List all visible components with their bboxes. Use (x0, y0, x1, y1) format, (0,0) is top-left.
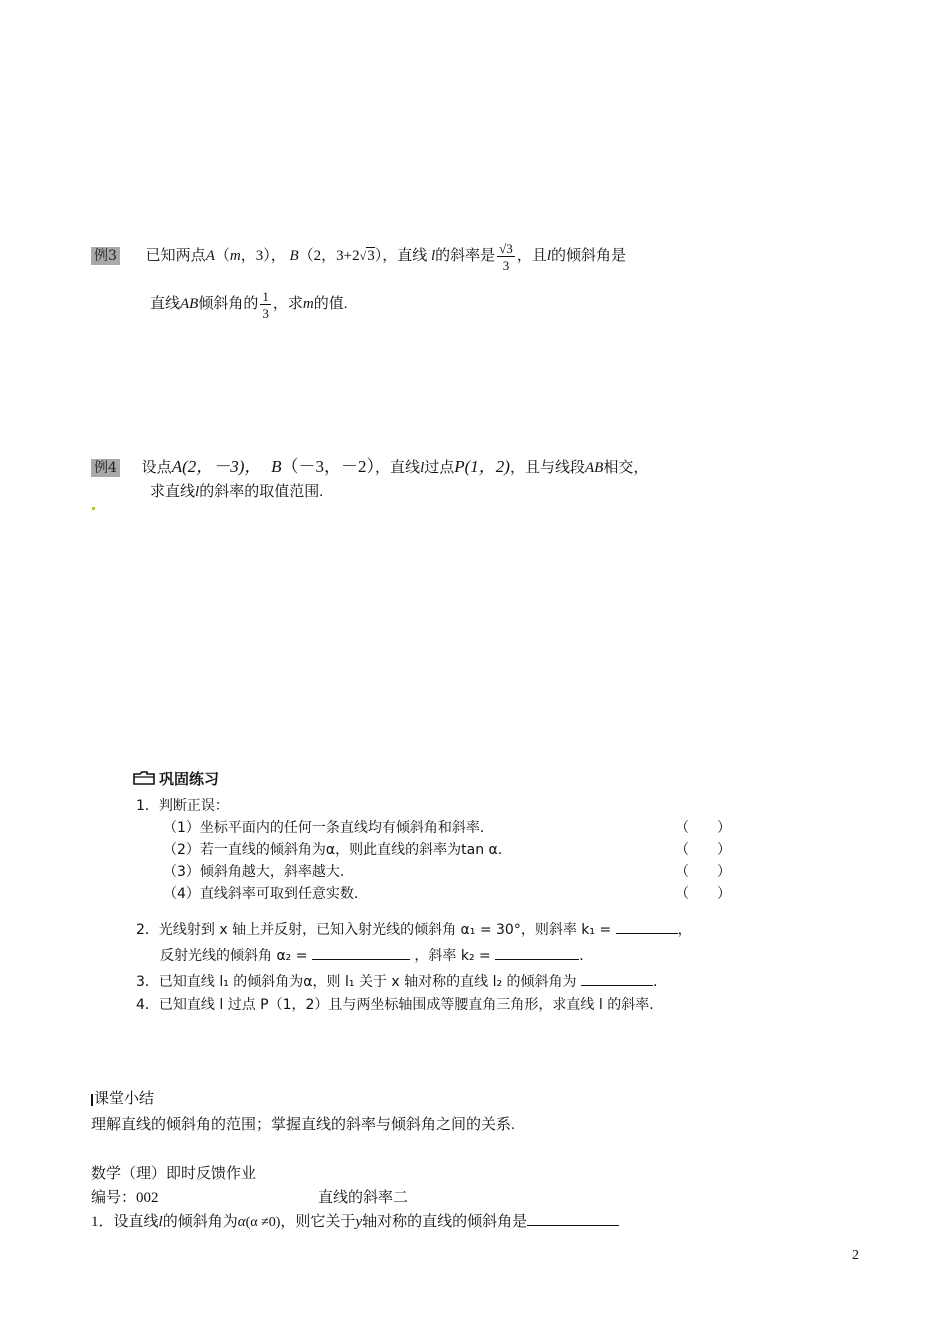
item-1-text: （1）坐标平面内的任何一条直线均有倾斜角和斜率. (163, 820, 485, 836)
ex3-a-open: （ (214, 248, 230, 264)
practice-q3 (136, 970, 657, 994)
hw-q1-blank[interactable] (527, 1225, 619, 1226)
summary-heading (91, 1088, 154, 1110)
practice-item-4 (163, 883, 743, 905)
ex4-b-args: （－3，－2） (281, 457, 376, 476)
ex3-point-a: A (205, 248, 215, 264)
homework-code: 编号：002 (91, 1190, 159, 1206)
ex4-point-p: P(1，2) (454, 457, 510, 476)
ex3-line2-a: 直线 (150, 296, 181, 312)
item-4-paren[interactable]: （ ） (675, 886, 731, 902)
summary-heading-text: 课堂小结 (94, 1091, 155, 1107)
q3-blank[interactable] (581, 985, 653, 986)
ex3-m: m (229, 248, 241, 264)
ex4-text-1: 设点 (141, 460, 172, 476)
q2-alpha2-blank[interactable] (312, 959, 410, 960)
ex3-b-close: ），直线 (374, 248, 428, 264)
example-3-tag: 例3 (91, 247, 120, 265)
item-4-text: （4）直线斜率可取到任意实数. (163, 886, 359, 902)
hw-q1-a: 1．设直线 (91, 1214, 159, 1230)
ex3-a-rest: ，3）， (240, 248, 286, 264)
ex3-line-l-2: l (546, 248, 551, 264)
homework-title: 数学（理）即时反馈作业 (91, 1166, 257, 1182)
summary-text: 理解直线的倾斜角的范围；掌握直线的斜率与倾斜角之间的关系. (91, 1117, 515, 1133)
example-4-tag: 例4 (91, 459, 120, 477)
practice-q4: 4．已知直线 l 过点 P（1，2）且与两坐标轴围成等腰直角三角形，求直线 l 的斜率. (136, 997, 654, 1013)
ex4-line-l-2: l (195, 484, 200, 500)
ex4-text-4: ，且与线段 (509, 460, 585, 476)
q3-end: . (652, 974, 658, 990)
ex3-m-2: m (302, 296, 314, 312)
ex4-line2-b: 的斜率的取值范围. (199, 484, 323, 500)
ex4-text-3: 过点 (424, 460, 455, 476)
hw-line-l: l (158, 1214, 163, 1230)
q3-text: 3．已知直线 l₁ 的倾斜角为α，则 l₁ 关于 x 轴对称的直线 l₂ 的倾斜角为 (136, 974, 577, 990)
ex3-sqrt-arg: 3 (367, 248, 375, 264)
page-number: 2 (852, 1248, 859, 1263)
ex3-point-b: B (289, 248, 299, 264)
hw-q1-d: 轴对称的直线的倾斜角是 (362, 1214, 528, 1230)
ex3-text-3: ，且 (516, 248, 547, 264)
ex3-text-1: 已知两点 (145, 248, 206, 264)
item-2-text: （2）若一直线的倾斜角为α，则此直线的斜率为tan α. (163, 842, 503, 858)
q2-k1-blank[interactable] (616, 933, 678, 934)
practice-item-3 (163, 861, 743, 883)
q2-line2-a: 反射光线的倾斜角 α₂ = (160, 948, 308, 964)
q2-k2-blank[interactable] (495, 959, 579, 960)
example-4 (91, 454, 648, 480)
ex3-line2-b: 倾斜角的 (198, 296, 259, 312)
ex4-point-b: B (271, 457, 282, 476)
stray-dot (92, 507, 95, 510)
q2-line1-text: 2．光线射到 x 轴上并反射，已知入射光线的倾斜角 α₁ = 30°，则斜率 k₁ = (136, 922, 612, 938)
q2-line1-end: ， (677, 922, 692, 938)
ex3-slope-fraction (497, 242, 515, 272)
ex3-line-l: l (430, 248, 436, 264)
item-3-paren[interactable]: （ ） (675, 864, 731, 880)
q2-line2-end: . (579, 948, 584, 964)
ex3-text-2: 的斜率是 (435, 248, 496, 264)
ex3-frac2-den: 3 (262, 305, 269, 321)
ex3-line2-c: ，求 (272, 296, 303, 312)
folder-icon (133, 769, 155, 791)
example-3: 例3 已知两点A（m，3）， B（2，3+2√3），直线 l的斜率是 $\frac{√3}{3}$ ，且l的倾斜角是 (91, 238, 626, 274)
homework-topic: 直线的斜率二 (318, 1190, 409, 1206)
hw-alpha: α (237, 1214, 246, 1230)
summary-marker (91, 1094, 93, 1106)
example-3-line-2 (150, 284, 347, 324)
ex4-line-l: l (420, 460, 425, 476)
ex3-frac-den: 3 (502, 257, 510, 273)
practice-title (133, 768, 219, 790)
example-4-line-2 (150, 481, 323, 503)
practice-item-2 (163, 839, 743, 861)
ex4-point-a: A(2，－3)， (171, 457, 262, 476)
ex3-text-4: 的倾斜角是 (551, 248, 627, 264)
ex3-line2-d: 的值. (313, 296, 348, 312)
practice-item-1 (163, 817, 743, 839)
ex3-frac2-num: 1 (262, 288, 269, 304)
hw-q1-c: ，则它关于 (280, 1214, 356, 1230)
homework-q1 (91, 1210, 619, 1235)
ex4-ab: AB (584, 460, 604, 476)
hw-q1-b: 的倾斜角为 (162, 1214, 238, 1230)
ex3-third-fraction (260, 290, 271, 320)
hw-cond: (α ≠0) (245, 1215, 281, 1230)
practice-q1: 1．判断正误： (136, 798, 229, 814)
ex4-text-5: 相交， (603, 460, 649, 476)
ex3-b-args: （2，3+2 (298, 248, 360, 264)
practice-title-text: 巩固练习 (159, 770, 220, 788)
practice-q2-line1 (136, 918, 692, 942)
ex4-line2-a: 求直线 (150, 484, 196, 500)
q2-line2-b: ，斜率 k₂ = (414, 948, 491, 964)
ex3-frac-num: √3 (499, 240, 513, 256)
ex4-text-2: ，直线 (375, 460, 421, 476)
item-3-text: （3）倾斜角越大，斜率越大. (163, 864, 345, 880)
item-1-paren[interactable]: （ ） (675, 820, 731, 836)
ex3-ab: AB (180, 296, 199, 312)
hw-y: y (355, 1214, 363, 1230)
practice-q2-line2 (160, 944, 584, 968)
item-2-paren[interactable]: （ ） (675, 842, 731, 858)
